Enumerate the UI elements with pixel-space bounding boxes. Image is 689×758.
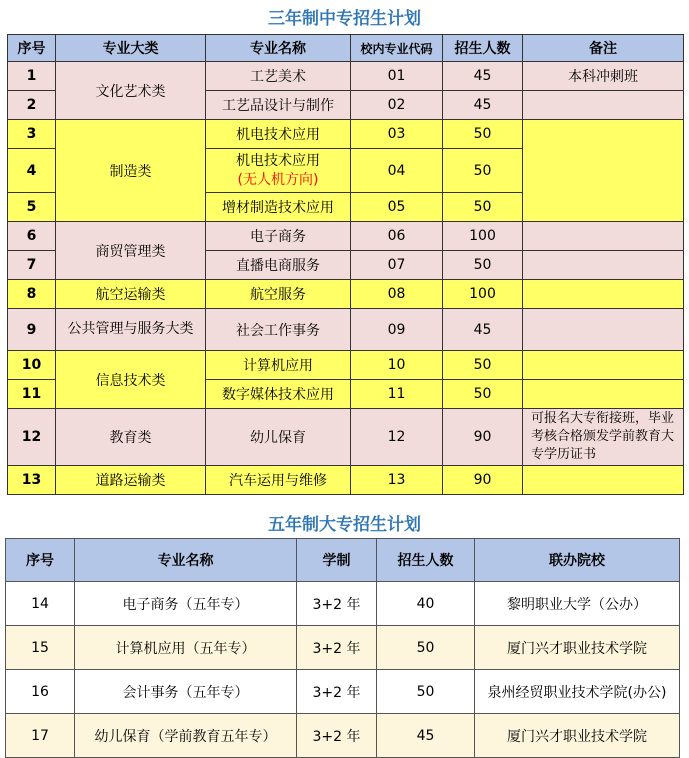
- header-category: 专业大类: [56, 35, 206, 62]
- row-no: 10: [8, 351, 56, 380]
- row-system: 3+2 年: [297, 714, 377, 758]
- row-note: [523, 309, 684, 351]
- row-major: 电子商务（五年专）: [75, 582, 297, 626]
- table-row: [8, 351, 684, 380]
- title-3yr-plan: 三年制中专招生计划: [268, 9, 421, 29]
- row-no: 5: [8, 193, 56, 222]
- row-no: 16: [6, 670, 75, 714]
- title-5yr-plan: 五年制大专招生计划: [268, 515, 421, 535]
- row-major: 机电技术应用: [206, 120, 351, 149]
- header-no: 序号: [6, 539, 75, 582]
- row-major: 汽车运用与维修: [206, 466, 351, 495]
- row-category: 信息技术类: [56, 351, 206, 409]
- row-no: 11: [8, 380, 56, 409]
- row-no: 15: [6, 626, 75, 670]
- row-count: 50: [443, 193, 523, 222]
- row-major: 直播电商服务: [206, 251, 351, 280]
- row-major: 电子商务: [206, 222, 351, 251]
- row-category: 道路运输类: [56, 466, 206, 495]
- row-code: 09: [351, 309, 443, 351]
- row-code: 13: [351, 466, 443, 495]
- row-count: 50: [377, 670, 475, 714]
- row-note: [523, 120, 684, 222]
- row-category: 航空运输类: [56, 280, 206, 309]
- row-system: 3+2 年: [297, 670, 377, 714]
- row-school: 泉州经贸职业技术学院(办公): [475, 670, 680, 714]
- row-count: 50: [443, 149, 523, 193]
- header-count: 招生人数: [443, 35, 523, 62]
- row-count: 45: [443, 309, 523, 351]
- header-major: 专业名称: [75, 539, 297, 582]
- row-code: 02: [351, 91, 443, 120]
- row-no: 3: [8, 120, 56, 149]
- row-no: 6: [8, 222, 56, 251]
- row-category: 文化艺术类: [56, 62, 206, 120]
- row-major: 幼儿保育: [206, 409, 351, 466]
- row-major-sub: (无人机方向): [237, 171, 319, 188]
- table-row: [8, 280, 684, 309]
- row-no: 2: [8, 91, 56, 120]
- row-code: 10: [351, 351, 443, 380]
- row-category: 教育类: [56, 409, 206, 466]
- table-header-row: [6, 539, 680, 582]
- row-count: 40: [377, 582, 475, 626]
- header-school: 联办院校: [475, 539, 680, 582]
- row-code: 01: [351, 62, 443, 91]
- row-major: 会计事务（五年专）: [75, 670, 297, 714]
- row-major: 计算机应用（五年专）: [75, 626, 297, 670]
- row-count: 50: [377, 626, 475, 670]
- row-code: 11: [351, 380, 443, 409]
- row-count: 90: [443, 466, 523, 495]
- row-system: 3+2 年: [297, 626, 377, 670]
- row-no: 13: [8, 466, 56, 495]
- row-note: [523, 91, 684, 120]
- row-note: 本科冲刺班: [523, 62, 684, 91]
- row-category: 制造类: [56, 120, 206, 222]
- row-count: 50: [443, 120, 523, 149]
- row-count: 45: [377, 714, 475, 758]
- row-count: 50: [443, 251, 523, 280]
- row-count: 45: [443, 62, 523, 91]
- row-no: 9: [8, 309, 56, 351]
- header-count: 招生人数: [377, 539, 475, 582]
- row-code: 03: [351, 120, 443, 149]
- row-no: 7: [8, 251, 56, 280]
- row-code: 07: [351, 251, 443, 280]
- row-no: 8: [8, 280, 56, 309]
- row-no: 1: [8, 62, 56, 91]
- row-school: 厦门兴才职业技术学院: [475, 714, 680, 758]
- row-note: [523, 222, 684, 251]
- row-major: 航空服务: [206, 280, 351, 309]
- row-note: [523, 466, 684, 495]
- row-code: 04: [351, 149, 443, 193]
- row-count: 100: [443, 222, 523, 251]
- row-note: 可报名大专衔接班，毕业考核合格颁发学前教育大专学历证书: [523, 409, 684, 466]
- row-major: 增材制造技术应用: [206, 193, 351, 222]
- row-no: 14: [6, 582, 75, 626]
- row-note: [523, 380, 684, 409]
- row-no: 17: [6, 714, 75, 758]
- row-category: 商贸管理类: [56, 222, 206, 280]
- row-count: 50: [443, 351, 523, 380]
- row-major: 计算机应用: [206, 351, 351, 380]
- three-year-plan-table: [7, 34, 684, 495]
- header-code: 校内专业代码: [351, 35, 443, 62]
- table-row: [6, 670, 680, 714]
- row-no: 12: [8, 409, 56, 466]
- row-count: 45: [443, 91, 523, 120]
- table-row: [8, 120, 684, 149]
- table-row: [8, 466, 684, 495]
- table-row: [8, 62, 684, 91]
- row-school: 厦门兴才职业技术学院: [475, 626, 680, 670]
- row-code: 08: [351, 280, 443, 309]
- row-code: 06: [351, 222, 443, 251]
- row-note: [523, 351, 684, 380]
- row-category: 公共管理与服务大类: [56, 309, 206, 351]
- header-no: 序号: [8, 35, 56, 62]
- row-major: 工艺品设计与制作: [206, 91, 351, 120]
- row-school: 黎明职业大学（公办）: [475, 582, 680, 626]
- row-major: 工艺美术: [206, 62, 351, 91]
- header-major: 专业名称: [206, 35, 351, 62]
- table-row: [8, 309, 684, 351]
- row-code: 12: [351, 409, 443, 466]
- row-major-main: 机电技术应用: [236, 152, 320, 169]
- row-count: 50: [443, 380, 523, 409]
- header-system: 学制: [297, 539, 377, 582]
- table-row: [8, 222, 684, 251]
- table-header-row: [8, 35, 684, 62]
- table-row: [8, 409, 684, 466]
- row-major: 社会工作事务: [206, 309, 351, 351]
- table-row: [6, 582, 680, 626]
- row-note: [523, 251, 684, 280]
- row-note: [523, 280, 684, 309]
- row-system: 3+2 年: [297, 582, 377, 626]
- row-major: 数字媒体技术应用: [206, 380, 351, 409]
- five-year-plan-table: [5, 538, 680, 758]
- row-major: [206, 149, 351, 193]
- table-row: [6, 626, 680, 670]
- row-major: 幼儿保育（学前教育五年专）: [75, 714, 297, 758]
- header-note: 备注: [523, 35, 684, 62]
- row-no: 4: [8, 149, 56, 193]
- row-count: 100: [443, 280, 523, 309]
- row-count: 90: [443, 409, 523, 466]
- row-code: 05: [351, 193, 443, 222]
